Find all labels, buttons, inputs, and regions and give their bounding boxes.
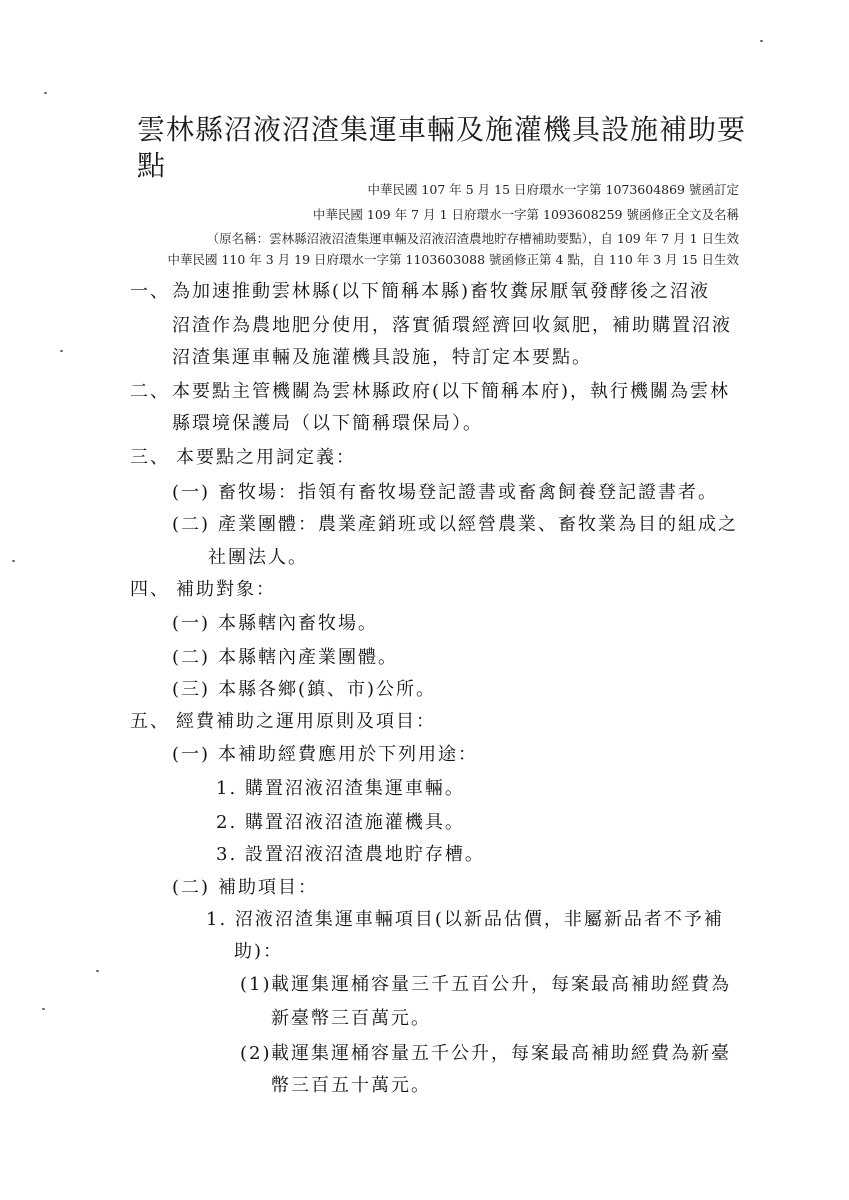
scan-speck: [760, 40, 763, 42]
subsidy-item-1-line-2: 助)：: [234, 941, 284, 962]
section-1-number: 一、: [130, 281, 170, 302]
section-5-use-1: 1. 購置沼液沼渣集運車輛。: [216, 778, 465, 799]
section-4-item-3-text: 本縣各鄉(鎮、市)公所。: [218, 679, 437, 700]
section-3-item-2-line-1: 產業團體：農業產銷班或以經營農業、畜牧業為目的組成之: [218, 514, 738, 535]
subsidy-sub-2-number: (2): [240, 1043, 272, 1064]
section-5-item-2-number: (二): [172, 877, 211, 898]
enactment-note: 中華民國 107 年 5 月 15 日府環水一字第 1073604869 號函訂定: [367, 182, 739, 197]
section-4-number: 四、: [130, 579, 170, 600]
section-1-line-2: 沼渣作為農地肥分使用，落實循環經濟回收氮肥，補助購置沼液: [172, 315, 732, 336]
scan-speck: [44, 92, 47, 94]
section-3-item-2-line-2: 社團法人。: [208, 547, 308, 568]
section-2-number: 二、: [130, 381, 170, 402]
section-5-use-3: 3. 設置沼液沼渣農地貯存槽。: [216, 844, 485, 865]
subsidy-sub-1-number: (1): [240, 974, 272, 995]
section-3-item-1-number: (一): [172, 482, 211, 503]
section-4-item-3-number: (三): [172, 679, 211, 700]
section-5-number: 五、: [130, 711, 170, 732]
section-2-line-2: 縣環境保護局（以下簡稱環保局）。: [172, 413, 483, 434]
subsidy-sub-2-line-1: 載運集運桶容量五千公升，每案最高補助經費為新臺: [271, 1043, 731, 1064]
document-title: 雲林縣沼液沼渣集運車輛及施灌機具設施補助要點: [137, 113, 747, 182]
section-5-use-2: 2. 購置沼液沼渣施灌機具。: [216, 812, 465, 833]
scan-speck: [12, 560, 15, 562]
subsidy-sub-2-line-2: 幣三百五十萬元。: [271, 1075, 431, 1096]
section-4-item-1-text: 本縣轄內畜牧場。: [218, 613, 378, 634]
section-4-item-2-text: 本縣轄內產業團體。: [218, 647, 398, 668]
subsidy-sub-1-line-2: 新臺幣三百萬元。: [271, 1008, 431, 1029]
scan-speck: [96, 970, 99, 972]
section-3-item-2-number: (二): [172, 514, 211, 535]
section-1-line-1: 為加速推動雲林縣(以下簡稱本縣)畜牧糞尿厭氧發酵後之沼液: [172, 281, 711, 302]
section-2-line-1: 本要點主管機關為雲林縣政府(以下簡稱本府)，執行機關為雲林: [172, 381, 731, 402]
scan-speck: [42, 1008, 45, 1010]
section-4-item-2-number: (二): [172, 647, 211, 668]
section-4-heading: 補助對象：: [176, 579, 276, 600]
section-3-heading: 本要點之用詞定義：: [176, 447, 356, 468]
scan-speck: [60, 350, 63, 352]
section-5-item-1-text: 本補助經費應用於下列用途：: [218, 744, 478, 765]
original-name-note: （原名稱：雲林縣沼液沼渣集運車輛及沼液沼渣農地貯存槽補助要點），自 109 年 7 月 1 日生效: [206, 231, 739, 246]
subsidy-sub-1-line-1: 載運集運桶容量三千五百公升，每案最高補助經費為: [271, 974, 731, 995]
section-4-item-1-number: (一): [172, 613, 211, 634]
section-3-item-1-text: 畜牧場：指領有畜牧場登記證書或畜禽飼養登記證書者。: [218, 482, 718, 503]
section-5-item-1-number: (一): [172, 744, 211, 765]
section-3-number: 三、: [130, 447, 170, 468]
section-5-item-2-text: 補助項目：: [218, 877, 318, 898]
subsidy-item-1-line-1: 1. 沼液沼渣集運車輛項目(以新品估價，非屬新品者不予補: [206, 909, 724, 930]
amendment-note-1: 中華民國 109 年 7 月 1 日府環水一字第 1093608259 號函修正全文及名稱: [312, 207, 739, 222]
section-5-heading: 經費補助之運用原則及項目：: [176, 711, 436, 732]
amendment-note-2: 中華民國 110 年 3 月 19 日府環水一字第 1103603088 號函修正第 4 點，自 110 年 3 月 15 日生效: [167, 252, 739, 267]
section-1-line-3: 沼渣集運車輛及施灌機具設施，特訂定本要點。: [172, 347, 592, 368]
